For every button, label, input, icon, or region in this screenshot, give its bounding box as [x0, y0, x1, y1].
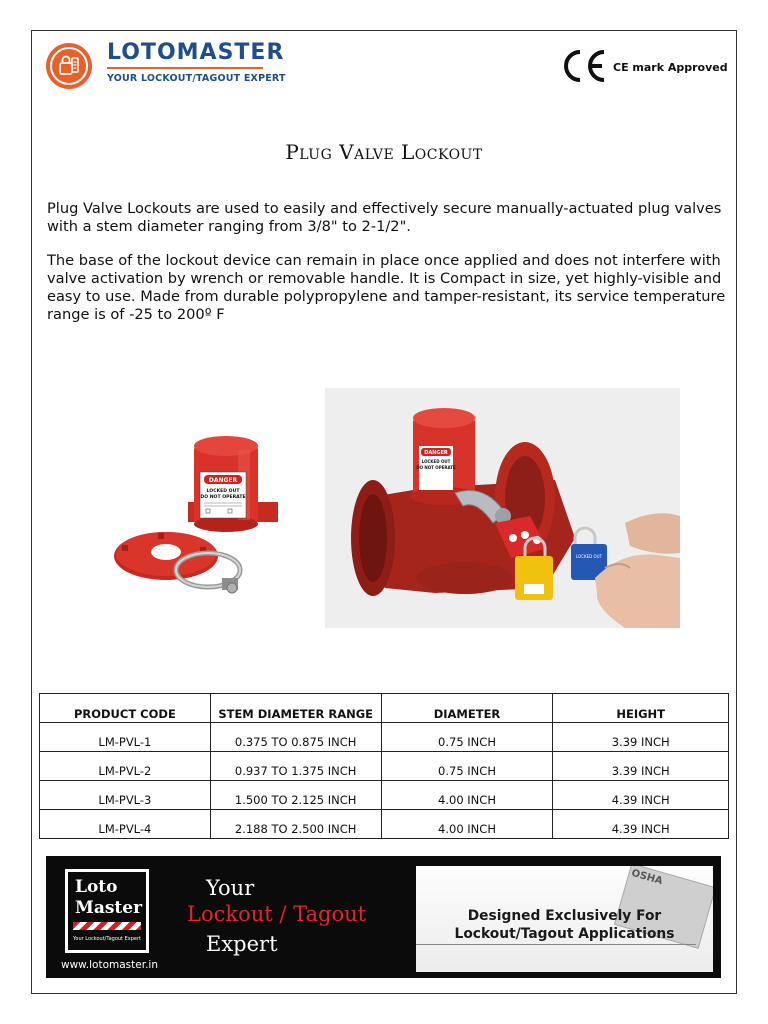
designed-for-text: Lockout/Tagout Applications	[454, 926, 675, 942]
footer-banner	[46, 856, 721, 978]
product-spec-table	[39, 693, 729, 839]
danger-tag-line: DO NOT OPERATE	[200, 495, 246, 500]
header-stem-diameter-range: STEM DIAMETER RANGE	[210, 694, 381, 723]
cell-stem-range: 0.937 TO 1.375 INCH	[210, 752, 381, 781]
table-row	[40, 752, 729, 781]
logo-stripes	[73, 922, 141, 930]
cell-stem-range: 2.188 TO 2.500 INCH	[210, 810, 381, 839]
page-title: Plug Valve Lockout	[285, 140, 483, 164]
cell-product-code: LM-PVL-4	[40, 810, 211, 839]
designed-for-text: Designed Exclusively For	[467, 908, 662, 924]
product-photo-lockout-parts	[88, 410, 316, 628]
applied-lockout-illustration	[325, 388, 680, 628]
logo-tagline: Your Lockout/Tagout Expert	[73, 936, 141, 942]
plug-valve-lockout-illustration	[88, 410, 316, 628]
ce-approval-label: CE mark Approved	[613, 61, 728, 74]
ce-mark-icon	[560, 46, 608, 86]
product-photo-applied-lockout	[325, 388, 680, 628]
cell-product-code: LM-PVL-2	[40, 752, 211, 781]
description-paragraph: The base of the lockout device can remain in place once applied and does not interfere with valve activation by wrench or removable handle. It is Compact in size, yet highly-visible and easy to use. Made from durable polypropylene and tamper-resistant, its service temperature range is of -25 to 200º F	[47, 252, 726, 323]
cell-diameter: 0.75 INCH	[381, 752, 553, 781]
loto-master-logo	[65, 869, 149, 953]
cell-height: 4.39 INCH	[553, 781, 729, 810]
cell-height: 3.39 INCH	[553, 723, 729, 752]
danger-tag-line: DO NOT OPERATE	[416, 465, 456, 470]
logo-word: Loto	[75, 877, 118, 897]
designed-for-panel	[416, 866, 713, 972]
header-product-code: PRODUCT CODE	[40, 694, 211, 723]
cell-stem-range: 1.500 TO 2.125 INCH	[210, 781, 381, 810]
banner-slogan-line: Your	[206, 876, 255, 900]
table-row	[40, 781, 729, 810]
danger-tag-header: DANGER	[424, 450, 448, 456]
cell-product-code: LM-PVL-1	[40, 723, 211, 752]
cell-diameter: 0.75 INCH	[381, 723, 553, 752]
description-paragraph: Plug Valve Lockouts are used to easily and effectively secure manually-actuated plug valves with a stem diameter ranging from 3/8" to 2-1/2".	[47, 200, 722, 235]
padlock-key-icon	[58, 54, 80, 78]
cell-height: 3.39 INCH	[553, 752, 729, 781]
banner-slogan-line: Expert	[206, 932, 278, 956]
danger-tag-header: DANGER	[208, 477, 238, 484]
lotomaster-logo-icon	[46, 43, 92, 89]
padlock-label: LOCKED OUT	[575, 554, 603, 559]
danger-tag-line: LOCKED OUT	[206, 489, 240, 494]
banner-slogan-line: Lockout / Tagout	[187, 902, 367, 926]
cell-height: 4.39 INCH	[553, 810, 729, 839]
website-link[interactable]: www.lotomaster.in	[61, 959, 158, 971]
table-header-row	[40, 694, 729, 723]
table-row	[40, 810, 729, 839]
cell-diameter: 4.00 INCH	[381, 781, 553, 810]
cell-product-code: LM-PVL-3	[40, 781, 211, 810]
brand-underline	[107, 67, 263, 69]
header-diameter: DIAMETER	[381, 694, 553, 723]
cell-stem-range: 0.375 TO 0.875 INCH	[210, 723, 381, 752]
brand-name: LOTOMASTER	[107, 40, 285, 65]
brand-tagline: YOUR LOCKOUT/TAGOUT EXPERT	[107, 73, 286, 84]
logo-word: Master	[75, 898, 143, 918]
osha-label: OSHA	[630, 867, 664, 888]
table-row	[40, 723, 729, 752]
danger-tag-line: LOCKED OUT	[421, 459, 451, 464]
cell-diameter: 4.00 INCH	[381, 810, 553, 839]
header-height: HEIGHT	[553, 694, 729, 723]
divider	[416, 944, 696, 945]
